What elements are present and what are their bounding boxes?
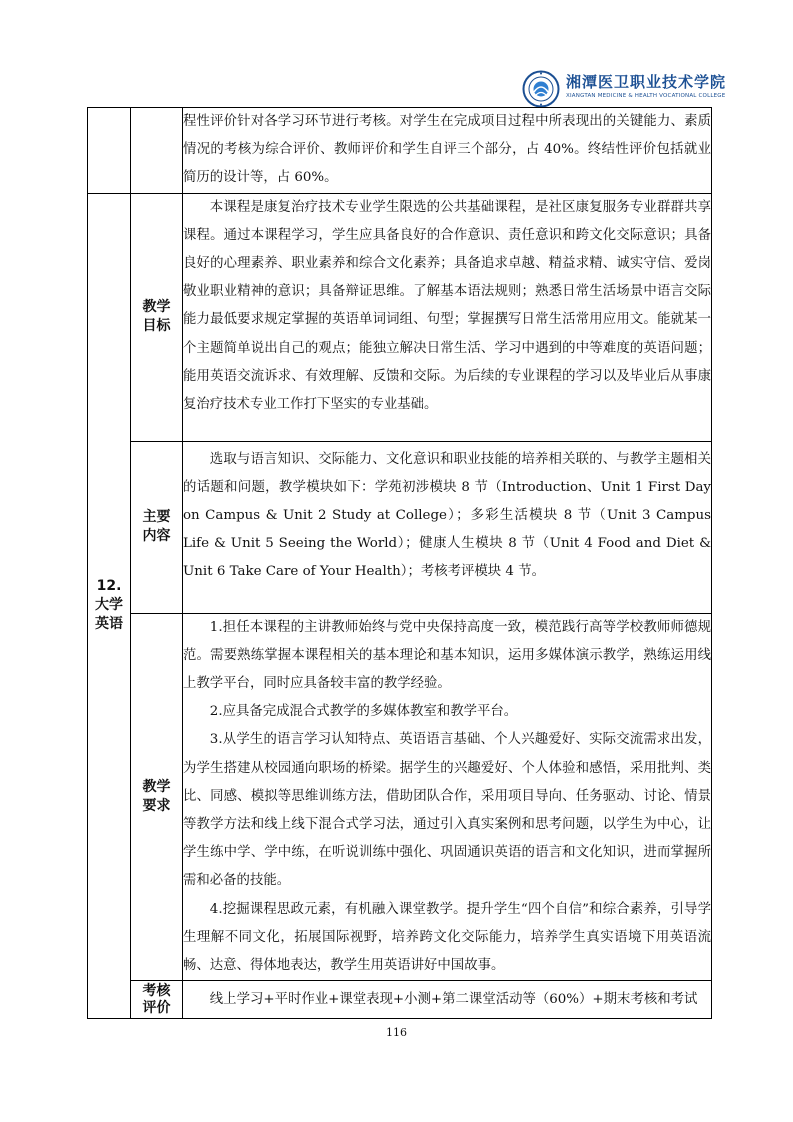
table-row-requirements <box>88 613 712 981</box>
goals-text: 本课程是康复治疗技术专业学生限选的公共基础课程，是社区康复服务专业群群共享课程。通过本课程学习，学生应具备良好的合作意识、责任意识和跨文化交际意识；具备良好的心理素养、职业素养和综合文化素养；具备追求卓越、精益求精、诚实守信、爱岗敬业职业精神的意识；具备辩证思维。了解基本语法规则；熟悉日常生活场景中语言交际能力最低要求规定掌握的英语单词词组、句型；掌握撰写日常生活常用应用文。能就某一个主题简单说出自己的观点；能独立解决日常生活、学习中遇到的中等难度的英语问题；能用英语交流诉求、有效理解、反馈和交际。为后续的专业课程的学习以及毕业后从事康复治疗技术专业工作打下坚实的专业基础。 <box>183 193 712 441</box>
requirement-2: 2.应具备完成混合式教学的多媒体教室和教学平台。 <box>209 704 518 720</box>
goals-label: 教学 目标 <box>131 193 183 441</box>
requirement-1: 1.担任本课程的主讲教师始终与党中央保持高度一致，模范践行高等学校教师师德规范。需要熟练掌握本课程相关的基本理论和基本知识，运用多媒体演示教学，熟练运用线上教学平台，同时应具备较丰富的教学经验。 <box>183 619 711 692</box>
table-row-continuation <box>88 108 712 194</box>
assessment-label: 考核 评价 <box>131 981 183 1019</box>
course-name-cell <box>88 193 131 1019</box>
school-logo <box>522 70 727 108</box>
empty-cell <box>88 108 131 194</box>
assessment-text: 线上学习+平时作业+课堂表现+小测+第二课堂活动等（60%）+期末考核和考试 <box>183 981 712 1019</box>
table-row-goals <box>88 193 712 441</box>
course-number: 12. <box>96 578 122 595</box>
course-name-line2: 英语 <box>95 616 123 633</box>
content-text: 选取与语言知识、交际能力、文化意识和职业技能的培养相关联的、与教学主题相关的话题和问题，教学模块如下：学苑初涉模块 8 节（Introduction、Unit 1 First Day on Campus & Unit 2 Study at College）；多彩生活模块 8 节（Unit 3 Campus Life & Unit 5 Seeing the World）；健康人生模块 8 节（Unit 4 Food and Diet & Unit 6 Take Care of Your Health）；考核考评模块 4 节。 <box>183 441 712 613</box>
table-row-assessment <box>88 981 712 1019</box>
empty-cell <box>131 108 183 194</box>
table-row-content <box>88 441 712 613</box>
requirements-label: 教学 要求 <box>131 613 183 981</box>
school-seal-icon <box>522 70 560 108</box>
continuation-text: 程性评价针对各学习环节进行考核。对学生在完成项目过程中所表现出的关键能力、素质情况的考核为综合评价、教师评价和学生自评三个部分，占 40%。终结性评价包括就业简历的设计等，占 60%。 <box>183 108 712 194</box>
course-table <box>87 107 712 1019</box>
school-name-cn: 湘潭医卫职业技术学院 <box>566 73 727 91</box>
course-name-line1: 大学 <box>95 597 123 614</box>
page-number: 116 <box>386 1026 407 1039</box>
content-label: 主要 内容 <box>131 441 183 613</box>
requirement-4: 4.挖掘课程思政元素，有机融入课堂教学。提升学生“四个自信”和综合素养，引导学生理解不同文化，拓展国际视野，培养跨文化交际能力，培养学生真实语境下用英语流畅、达意、得体地表达，教学生用英语讲好中国故事。 <box>183 901 711 974</box>
school-name-en: XIANGTAN MEDICINE & HEALTH VOCATIONAL COLLEGE <box>566 93 726 99</box>
requirements-text <box>183 613 712 981</box>
requirement-3: 3.从学生的语言学习认知特点、英语语言基础、个人兴趣爱好、实际交流需求出发，为学生搭建从校园通向职场的桥梁。据学生的兴趣爱好、个人体验和感悟，采用批判、类比、同感、模拟等思维训练方法，借助团队合作，采用项目导向、任务驱动、讨论、情景等教学方法和线上线下混合式学习法，通过引入真实案例和思考问题，以学生为中心，让学生练中学、学中练，在听说训练中强化、巩固通识英语的语言和文化知识，进而掌握所需和必备的技能。 <box>183 732 711 889</box>
